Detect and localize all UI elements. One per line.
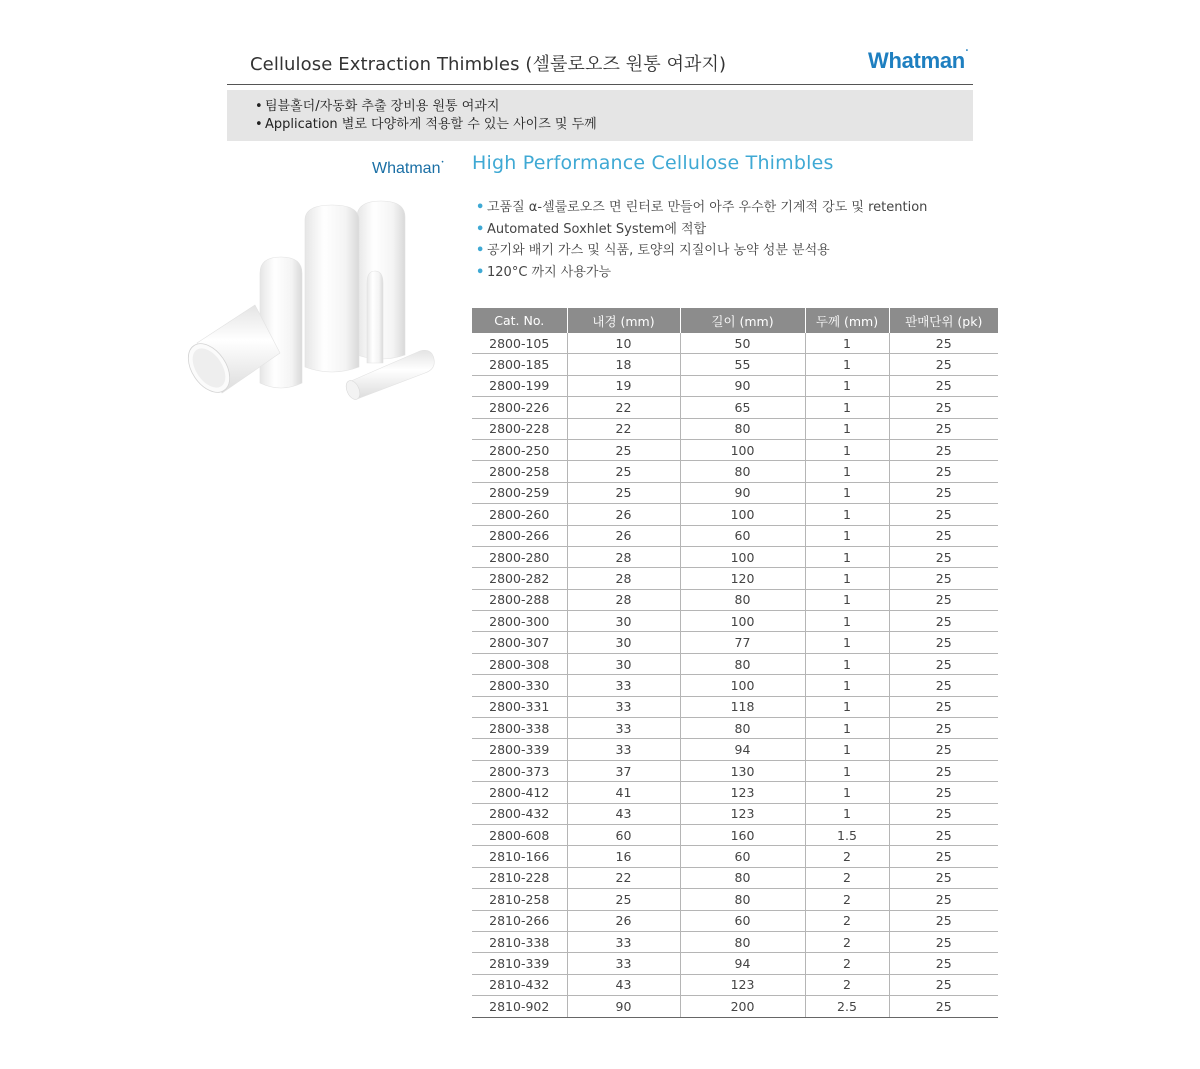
table-row [472,546,998,567]
cat-no-cell: 2800-288 [472,589,567,610]
pack-unit-cell: 25 [889,718,998,739]
cat-no-cell: 2800-259 [472,482,567,503]
bullet-icon: • [476,243,485,258]
table-row [472,482,998,503]
table-row [472,931,998,952]
intro-text: 팀블홀더/자동화 추출 장비용 원통 여과지 [265,99,500,114]
thickness-cell: 2 [805,974,889,995]
cat-no-cell: 2810-166 [472,846,567,867]
table-row [472,504,998,525]
cat-no-cell: 2810-432 [472,974,567,995]
pack-unit-cell: 25 [889,889,998,910]
table-row [472,910,998,931]
table-row [472,611,998,632]
inner-diameter-cell: 33 [567,931,680,952]
cat-no-cell: 2800-258 [472,461,567,482]
pack-unit-cell: 25 [889,461,998,482]
thickness-cell: 1 [805,333,889,354]
table-row [472,953,998,974]
inner-diameter-cell: 28 [567,568,680,589]
length-cell: 94 [680,953,805,974]
pack-unit-cell: 25 [889,333,998,354]
thickness-cell: 1 [805,546,889,567]
table-row [472,525,998,546]
thickness-cell: 1 [805,782,889,803]
thickness-cell: 2.5 [805,996,889,1017]
pack-unit-cell: 25 [889,867,998,888]
pack-unit-cell: 25 [889,611,998,632]
inner-diameter-cell: 10 [567,333,680,354]
cat-no-cell: 2800-432 [472,803,567,824]
pack-unit-cell: 25 [889,910,998,931]
length-cell: 123 [680,974,805,995]
pack-unit-cell: 25 [889,846,998,867]
pack-unit-cell: 25 [889,439,998,460]
table-row [472,739,998,760]
inner-diameter-cell: 18 [567,354,680,375]
thimble-tall-middle [305,205,359,372]
pack-unit-cell: 25 [889,953,998,974]
thickness-cell: 1 [805,354,889,375]
table-row [472,867,998,888]
cat-no-cell: 2800-266 [472,525,567,546]
table-row [472,675,998,696]
thickness-cell: 2 [805,867,889,888]
thickness-cell: 1 [805,739,889,760]
brand-name: Whatman [372,160,441,177]
pack-unit-cell: 25 [889,482,998,503]
length-cell: 120 [680,568,805,589]
thimble-medium [260,257,302,388]
thickness-cell: 1 [805,418,889,439]
length-cell: 100 [680,439,805,460]
brand-name: Whatman [868,48,965,73]
thickness-cell: 1 [805,718,889,739]
length-cell: 80 [680,931,805,952]
feature-text: 공기와 배기 가스 및 식품, 토양의 지질이나 농약 성분 분석용 [487,243,830,258]
thickness-cell: 1 [805,482,889,503]
feature-text: Automated Soxhlet System에 적합 [487,221,707,237]
inner-diameter-cell: 26 [567,525,680,546]
cat-no-cell: 2800-307 [472,632,567,653]
thickness-cell: 1 [805,568,889,589]
bullet-icon: • [476,200,485,215]
length-cell: 80 [680,718,805,739]
length-cell: 118 [680,696,805,717]
table-row [472,974,998,995]
cat-no-cell: 2800-330 [472,675,567,696]
inner-diameter-cell: 22 [567,867,680,888]
pack-unit-cell: 25 [889,418,998,439]
pack-unit-cell: 25 [889,824,998,845]
thickness-cell: 2 [805,953,889,974]
inner-diameter-cell: 25 [567,439,680,460]
inner-diameter-cell: 25 [567,482,680,503]
table-row [472,824,998,845]
table-row [472,418,998,439]
inner-diameter-cell: 37 [567,760,680,781]
bullet-icon: • [476,264,485,280]
length-cell: 100 [680,675,805,696]
cat-no-cell: 2800-608 [472,824,567,845]
cat-no-cell: 2800-226 [472,397,567,418]
table-row [472,354,998,375]
table-row [472,718,998,739]
length-cell: 60 [680,910,805,931]
feature-text: 120°C 까지 사용가능 [487,264,612,280]
length-cell: 50 [680,333,805,354]
thickness-cell: 1.5 [805,824,889,845]
length-cell: 80 [680,867,805,888]
pack-unit-cell: 25 [889,675,998,696]
length-cell: 55 [680,354,805,375]
length-cell: 90 [680,482,805,503]
whatman-logo-product [372,160,444,178]
pack-unit-cell: 25 [889,632,998,653]
cat-no-cell: 2800-282 [472,568,567,589]
table-row [472,397,998,418]
pack-unit-cell: 25 [889,974,998,995]
table-row [472,996,998,1017]
pack-unit-cell: 25 [889,803,998,824]
cat-no-cell: 2800-228 [472,418,567,439]
inner-diameter-cell: 33 [567,739,680,760]
length-cell: 160 [680,824,805,845]
table-header-row [472,308,998,333]
cat-no-cell: 2800-199 [472,375,567,396]
table-row [472,461,998,482]
inner-diameter-cell: 16 [567,846,680,867]
pack-unit-cell: 25 [889,589,998,610]
inner-diameter-cell: 90 [567,996,680,1017]
length-cell: 100 [680,504,805,525]
pack-unit-cell: 25 [889,931,998,952]
table-row [472,568,998,589]
pack-unit-cell: 25 [889,504,998,525]
column-header-pack-unit: 판매단위 (pk) [889,308,998,333]
table-row [472,846,998,867]
pack-unit-cell: 25 [889,739,998,760]
column-header-cat-no: Cat. No. [472,308,567,333]
inner-diameter-cell: 30 [567,653,680,674]
thickness-cell: 1 [805,632,889,653]
thickness-cell: 1 [805,611,889,632]
cat-no-cell: 2810-228 [472,867,567,888]
inner-diameter-cell: 41 [567,782,680,803]
inner-diameter-cell: 33 [567,718,680,739]
table-row [472,439,998,460]
cat-no-cell: 2800-373 [472,760,567,781]
thimble-small-upright [367,271,383,363]
thickness-cell: 1 [805,375,889,396]
cat-no-cell: 2810-266 [472,910,567,931]
inner-diameter-cell: 33 [567,696,680,717]
pack-unit-cell: 25 [889,546,998,567]
thimbles-product-image [175,195,440,405]
intro-line [255,116,973,134]
inner-diameter-cell: 26 [567,504,680,525]
cat-no-cell: 2800-260 [472,504,567,525]
table-row [472,632,998,653]
length-cell: 80 [680,461,805,482]
bullet-icon: • [255,99,263,114]
length-cell: 60 [680,525,805,546]
feature-item [476,197,927,219]
length-cell: 80 [680,589,805,610]
cat-no-cell: 2810-902 [472,996,567,1017]
feature-text: 고품질 α-셀룰로오즈 면 린터로 만들어 아주 우수한 기계적 강도 및 retention [487,200,928,215]
thickness-cell: 2 [805,846,889,867]
thickness-cell: 1 [805,397,889,418]
inner-diameter-cell: 30 [567,611,680,632]
length-cell: 65 [680,397,805,418]
length-cell: 100 [680,546,805,567]
bullet-icon: • [255,117,263,132]
table-body [472,333,998,1017]
length-cell: 100 [680,611,805,632]
pack-unit-cell: 25 [889,375,998,396]
length-cell: 123 [680,782,805,803]
whatman-logo-header [868,48,968,74]
inner-diameter-cell: 25 [567,889,680,910]
table-row [472,375,998,396]
feature-item [476,262,927,284]
thickness-cell: 1 [805,675,889,696]
cat-no-cell: 2800-412 [472,782,567,803]
feature-list [476,197,927,283]
inner-diameter-cell: 26 [567,910,680,931]
pack-unit-cell: 25 [889,397,998,418]
length-cell: 200 [680,996,805,1017]
length-cell: 60 [680,846,805,867]
cat-no-cell: 2800-331 [472,696,567,717]
length-cell: 123 [680,803,805,824]
pack-unit-cell: 25 [889,354,998,375]
thickness-cell: 1 [805,653,889,674]
pack-unit-cell: 25 [889,696,998,717]
feature-item [476,240,927,262]
thickness-cell: 2 [805,910,889,931]
intro-text: Application 별로 다양하게 적용할 수 있는 사이즈 및 두께 [265,117,597,132]
table-row [472,782,998,803]
cat-no-cell: 2800-308 [472,653,567,674]
intro-box [227,90,973,141]
pack-unit-cell: 25 [889,525,998,546]
inner-diameter-cell: 22 [567,397,680,418]
table-row [472,803,998,824]
cat-no-cell: 2800-300 [472,611,567,632]
pack-unit-cell: 25 [889,653,998,674]
inner-diameter-cell: 30 [567,632,680,653]
inner-diameter-cell: 43 [567,974,680,995]
pack-unit-cell: 25 [889,782,998,803]
brand-mark: • [441,160,444,166]
inner-diameter-cell: 60 [567,824,680,845]
cat-no-cell: 2800-250 [472,439,567,460]
title-divider [227,84,973,85]
length-cell: 80 [680,653,805,674]
cat-no-cell: 2800-339 [472,739,567,760]
thickness-cell: 1 [805,803,889,824]
column-header-length: 길이 (mm) [680,308,805,333]
table-row [472,589,998,610]
length-cell: 80 [680,889,805,910]
inner-diameter-cell: 22 [567,418,680,439]
pack-unit-cell: 25 [889,996,998,1017]
length-cell: 77 [680,632,805,653]
inner-diameter-cell: 28 [567,589,680,610]
inner-diameter-cell: 19 [567,375,680,396]
cat-no-cell: 2800-338 [472,718,567,739]
inner-diameter-cell: 25 [567,461,680,482]
cat-no-cell: 2810-258 [472,889,567,910]
table-row [472,696,998,717]
inner-diameter-cell: 33 [567,675,680,696]
cat-no-cell: 2800-280 [472,546,567,567]
thickness-cell: 2 [805,889,889,910]
length-cell: 94 [680,739,805,760]
thickness-cell: 1 [805,696,889,717]
cat-no-cell: 2800-105 [472,333,567,354]
column-header-thickness: 두께 (mm) [805,308,889,333]
thickness-cell: 1 [805,760,889,781]
cat-no-cell: 2800-185 [472,354,567,375]
thickness-cell: 2 [805,931,889,952]
thickness-cell: 1 [805,439,889,460]
brand-mark: • [965,48,968,54]
cat-no-cell: 2810-338 [472,931,567,952]
bullet-icon: • [476,221,485,237]
section-heading: High Performance Cellulose Thimbles [472,152,834,174]
thickness-cell: 1 [805,504,889,525]
pack-unit-cell: 25 [889,760,998,781]
inner-diameter-cell: 33 [567,953,680,974]
length-cell: 130 [680,760,805,781]
column-header-inner-diameter: 내경 (mm) [567,308,680,333]
thickness-cell: 1 [805,461,889,482]
length-cell: 90 [680,375,805,396]
table-row [472,760,998,781]
pack-unit-cell: 25 [889,568,998,589]
table-row [472,333,998,354]
length-cell: 80 [680,418,805,439]
spec-table [472,308,998,1018]
table-row [472,889,998,910]
thickness-cell: 1 [805,525,889,546]
cat-no-cell: 2810-339 [472,953,567,974]
table-row [472,653,998,674]
page-title: Cellulose Extraction Thimbles (셀룰로오즈 원통 여과지) [250,54,727,75]
intro-line [255,98,973,116]
inner-diameter-cell: 28 [567,546,680,567]
thickness-cell: 1 [805,589,889,610]
feature-item [476,219,927,241]
inner-diameter-cell: 43 [567,803,680,824]
